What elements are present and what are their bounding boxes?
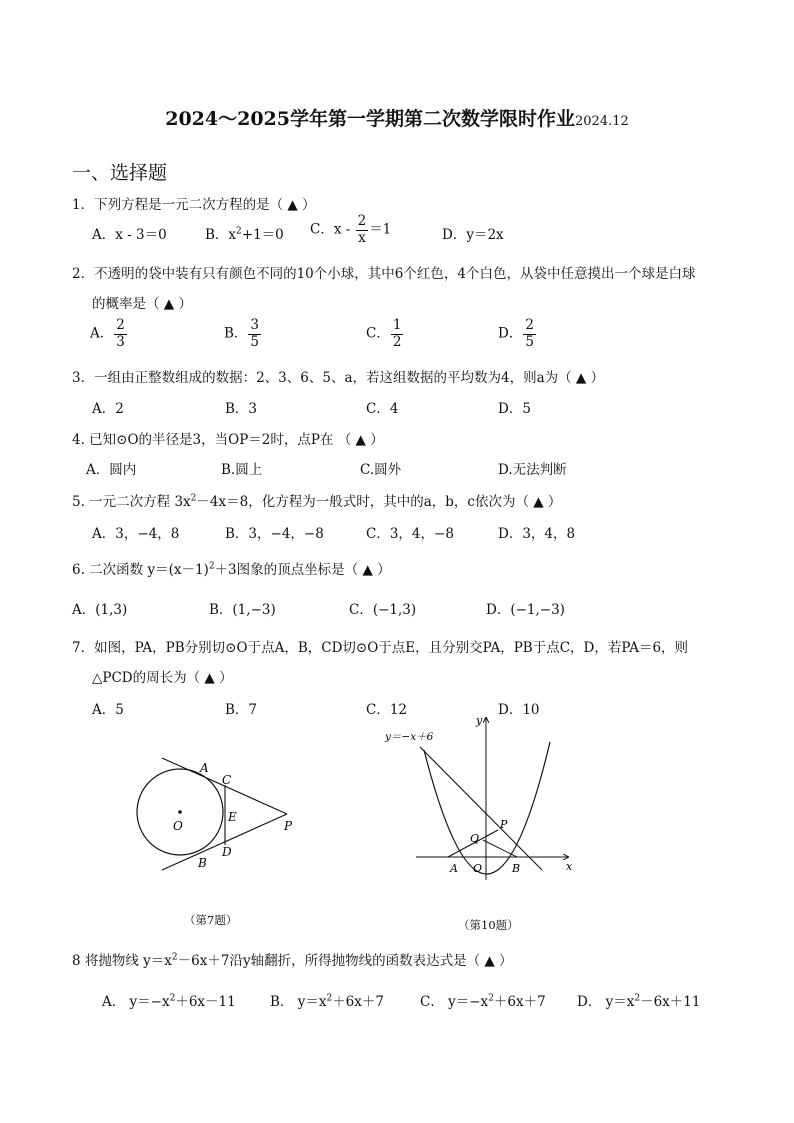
q6-option-d: D．(−1,−3) xyxy=(486,602,565,618)
q8-option-b xyxy=(270,990,384,1010)
q6-stem-post: ＋3图象的顶点坐标是（ ▲ ） xyxy=(214,562,391,578)
q1-c-num: 2 xyxy=(357,213,367,229)
label-p: P xyxy=(500,818,508,831)
q8-stem-exp: 2 xyxy=(171,952,178,963)
q1-b-pre: B．x xyxy=(205,227,237,243)
fraction-denominator: 3 xyxy=(116,333,125,350)
q5-stem xyxy=(72,490,561,510)
title-main: 2024～2025学年第一学期第二次数学限时作业 xyxy=(165,108,575,130)
segment-qb xyxy=(483,840,517,857)
fraction-numerator: 2 xyxy=(116,317,125,333)
label-d: D xyxy=(222,845,232,859)
page-title xyxy=(0,104,794,131)
q8-b-pre: B． y＝x xyxy=(270,994,327,1010)
q2-option-fraction xyxy=(248,318,261,350)
q2-option-fraction xyxy=(114,318,127,350)
fraction-numerator: 1 xyxy=(392,317,402,333)
q5-option-d: D．3，4，8 xyxy=(498,526,576,542)
q6-stem-exp: 2 xyxy=(208,561,215,572)
q8-stem-post: －6x＋7沿y轴翻折，所得抛物线的函数表达式是（ ▲ ） xyxy=(177,953,513,969)
q5-option-b: B．3，−4，−8 xyxy=(225,526,324,542)
q8-d-exp: 2 xyxy=(634,993,641,1004)
q6-stem-pre: 6. 二次函数 y＝(x－1) xyxy=(72,562,209,578)
label-p: P xyxy=(284,819,293,833)
line-label: y＝−x＋6 xyxy=(385,731,434,743)
q3-stem: 3．一组由正整数组成的数据：2、3、6、5、a，若这组数据的平均数为4，则a为（ ▲ ） xyxy=(72,370,605,386)
q1-option-c xyxy=(310,214,391,246)
q3-option-b: B．3 xyxy=(225,401,258,417)
fraction-numerator: 2 xyxy=(525,317,534,333)
q4-option-d: D.无法判断 xyxy=(498,462,567,478)
label-a: A xyxy=(200,761,209,775)
q8-b-post: ＋6x＋7 xyxy=(332,994,384,1010)
label-e: E xyxy=(228,810,237,824)
q2-option-c xyxy=(366,318,404,350)
label-q: Q xyxy=(470,832,480,845)
q6-option-c: C．(−1,3) xyxy=(349,602,417,618)
figure-7 xyxy=(120,750,320,880)
q8-d-pre: D． y＝x xyxy=(577,994,635,1010)
fraction-denominator: 5 xyxy=(250,333,260,350)
q5-stem-exp: 2 xyxy=(190,493,197,504)
q4-stem: 4. 已知⊙O的半径是3，当OP＝2时，点P在 （ ▲ ） xyxy=(72,432,384,448)
label-o: O xyxy=(173,819,183,833)
q1-option-b xyxy=(205,223,284,243)
q1-option-a: A．x - 3＝0 xyxy=(92,227,167,243)
q1-b-post: +1＝0 xyxy=(241,227,284,243)
q2-option-letter: D． xyxy=(498,325,523,342)
q8-a-pre: A． y＝−x xyxy=(102,994,170,1010)
fraction-denominator: 5 xyxy=(525,333,534,350)
q2-option-letter: A． xyxy=(90,325,114,342)
q5-option-c: C．3，4，−8 xyxy=(366,526,454,542)
line-y-eq-neg-x-plus-6 xyxy=(420,747,542,870)
q8-option-d xyxy=(577,990,700,1010)
q2-option-letter: B． xyxy=(224,325,248,342)
q7-stem-line2: △PCD的周长为（ ▲ ） xyxy=(92,670,233,686)
q2-stem-line1: 2．不透明的袋中装有只有颜色不同的10个小球，其中6个红色，4个白色，从袋中任意摸出一个球是白球 xyxy=(72,266,696,282)
q8-a-post: ＋6x－11 xyxy=(175,994,236,1010)
label-b: B xyxy=(512,862,521,875)
q1-option-d: D．y＝2x xyxy=(442,227,504,243)
q3-option-c: C．4 xyxy=(366,401,399,417)
q2-option-d xyxy=(498,318,537,350)
q7-option-a: A．5 xyxy=(92,702,124,718)
q4-option-b: B.圆上 xyxy=(221,462,263,478)
q1-stem: 1．下列方程是一元二次方程的是（ ▲ ） xyxy=(72,197,316,213)
label-y: y xyxy=(476,714,483,727)
center-dot xyxy=(178,810,182,814)
q2-option-fraction xyxy=(391,318,404,350)
q5-option-a: A．3，−4，8 xyxy=(92,526,180,542)
title-date: 2024.12 xyxy=(575,114,629,129)
parabola xyxy=(424,742,550,874)
q8-d-post: －6x＋11 xyxy=(640,994,701,1010)
figure-10 xyxy=(380,712,580,882)
label-b: B xyxy=(198,856,207,870)
q8-stem xyxy=(72,949,513,969)
label-o: O xyxy=(473,862,483,875)
q1-c-den: x xyxy=(358,229,366,246)
q4-option-c: C.圆外 xyxy=(360,462,402,478)
q7-option-d: D．10 xyxy=(498,702,540,718)
q5-stem-pre: 5. 一元二次方程 3x xyxy=(72,494,191,510)
figure-10-caption: （第10题） xyxy=(458,918,519,932)
fraction-numerator: 3 xyxy=(250,317,260,333)
q3-option-a: A．2 xyxy=(92,401,124,417)
q6-option-a: A．(1,3) xyxy=(72,602,128,618)
q7-stem-line1: 7．如图，PA，PB分别切⊙O于点A，B，CD切⊙O于点E，且分别交PA，PB于点C，D，若PA＝6，则 xyxy=(72,640,689,656)
q6-option-b: B．(1,−3) xyxy=(209,602,276,618)
q7-option-c: C．12 xyxy=(366,702,408,718)
label-x: x xyxy=(566,860,573,873)
q8-a-exp: 2 xyxy=(169,993,176,1004)
q7-option-b: B．7 xyxy=(225,702,258,718)
q1-c-post: ＝1 xyxy=(369,221,392,238)
section-heading: 一、选择题 xyxy=(72,162,168,184)
q1-c-fraction xyxy=(356,214,369,246)
q1-c-pre: C．x - xyxy=(310,221,351,238)
q2-stem-line2: 的概率是（ ▲ ） xyxy=(92,296,192,312)
q8-c-post: ＋6x＋7 xyxy=(493,994,546,1010)
label-a: A xyxy=(450,862,458,875)
q8-b-exp: 2 xyxy=(326,993,333,1004)
fraction-denominator: 2 xyxy=(392,333,402,350)
q3-option-d: D．5 xyxy=(498,401,531,417)
figure-7-caption: （第7题） xyxy=(184,913,238,927)
q8-c-exp: 2 xyxy=(488,993,494,1004)
q4-option-a: A．圆内 xyxy=(86,462,137,478)
q2-option-fraction xyxy=(523,318,536,350)
q5-stem-post: －4x＝8，化方程为一般式时，其中的a，b，c依次为（ ▲ ） xyxy=(196,494,562,510)
q8-stem-pre: 8 将抛物线 y＝x xyxy=(72,953,172,969)
q1-b-exp: 2 xyxy=(236,226,242,237)
q2-option-letter: C． xyxy=(366,325,390,342)
q8-c-pre: C． y＝−x xyxy=(420,994,489,1010)
label-c: C xyxy=(222,773,232,787)
q6-stem xyxy=(72,558,391,578)
q8-option-a xyxy=(102,990,236,1010)
q2-option-b xyxy=(224,318,262,350)
q2-option-a xyxy=(90,318,128,350)
q8-option-c xyxy=(420,990,546,1010)
